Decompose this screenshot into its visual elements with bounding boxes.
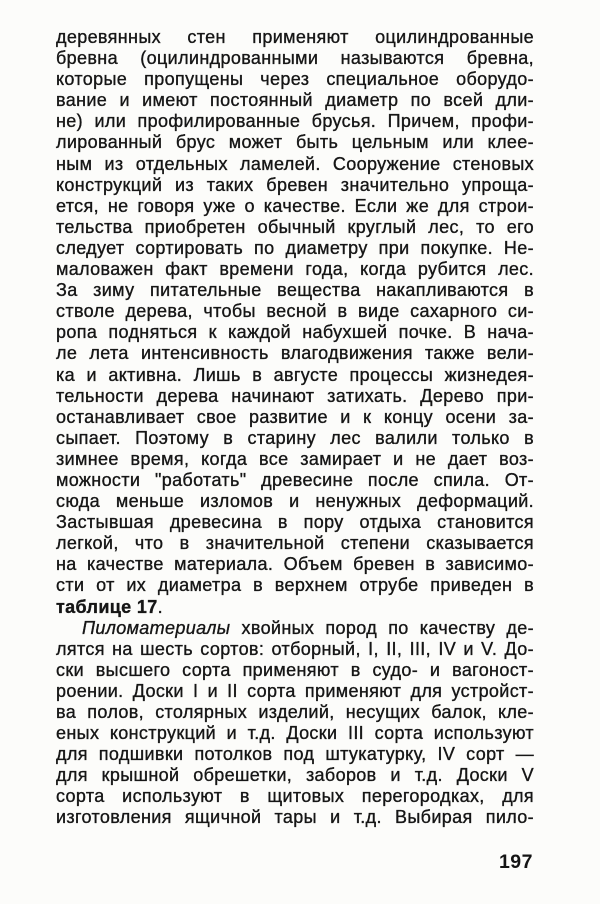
text-segment: еных конструкций и т.д. Доски III сорта используют (56, 723, 534, 744)
text-segment: вание и имеют постоянный диаметр по всей дли- (56, 90, 534, 111)
text-line (56, 175, 534, 196)
text-segment: для подшивки потолков под штукатурку, IV сорт — (56, 744, 534, 765)
text-line (56, 259, 534, 280)
text-segment: маловажен факт времени года, когда рубится лес. (56, 259, 534, 280)
text-segment: ется, не говоря уже о качестве. Если же для строи- (56, 195, 534, 216)
text-line (56, 407, 534, 428)
text-line (56, 723, 534, 744)
text-segment: ски высшего сорта применяют в судо- и вагоност- (56, 659, 534, 680)
text-line (56, 491, 534, 512)
text-line (56, 69, 534, 90)
text-line (56, 470, 534, 491)
page-number: 197 (498, 851, 533, 873)
text-line (56, 280, 534, 301)
text-line (56, 365, 534, 386)
text-line (56, 90, 534, 111)
text-segment: ропа подняться к каждой набухшей почке. В нача- (56, 322, 534, 343)
text-line (56, 27, 534, 48)
text-segment: легкой, что в значительной степени сказывается (56, 533, 534, 554)
text-line (56, 639, 534, 660)
text-segment: которые пропущены через специальное оборудо- (56, 69, 534, 90)
text-line (56, 681, 534, 702)
text-line (56, 765, 534, 786)
text-segment: За зиму питательные вещества накапливаются в (56, 280, 534, 301)
text-segment: сти от их диаметра в верхнем отрубе приведен в (56, 575, 534, 596)
text-line (56, 111, 534, 132)
text-line (56, 597, 534, 618)
text-segment: ле лета интенсивность влагодвижения также вели- (56, 343, 534, 364)
text-segment: бревна (оцилиндрованными называются бревна, (56, 48, 534, 69)
text-segment: хвойных пород по качеству де- (230, 617, 534, 638)
text-line (56, 301, 534, 322)
text-line (56, 618, 534, 639)
text-segment: Пиломатериалы (82, 617, 231, 638)
text-segment: изготовления ящичной тары и т.д. Выбирая пило- (56, 807, 534, 828)
text-line (56, 386, 534, 407)
text-segment: конструкций из таких бревен значительно упроща- (56, 174, 534, 195)
text-segment: роении. Доски I и II сорта применяют для устройст- (56, 680, 534, 701)
text-line (56, 660, 534, 681)
text-line (56, 744, 534, 765)
text-line (56, 807, 534, 828)
text-line (56, 154, 534, 175)
text-line (56, 322, 534, 343)
text-segment: лированный брус может быть цельным или клее- (56, 132, 534, 153)
text-line (56, 343, 534, 364)
text-line (56, 48, 534, 69)
text-segment: . (157, 596, 163, 617)
text-segment: не) или профилированные брусья. Причем, профи- (56, 111, 534, 132)
text-segment: ным из отдельных ламелей. Сооружение стеновых (56, 153, 534, 174)
text-segment: можности "работать" древесине после спила. От- (56, 469, 534, 490)
text-segment: ка и активна. Лишь в августе процессы жизнедея- (56, 364, 534, 385)
text-segment: тельства приобретен обычный круглый лес, то его (56, 216, 534, 237)
text-segment: лятся на шесть сортов: отборный, I, II, III, IV и V. До- (56, 638, 534, 659)
text-segment: сорта используют в щитовых перегородках, для (56, 786, 534, 807)
body-text (56, 27, 534, 829)
text-segment: тельности дерева начинают затихать. Дерево при- (56, 385, 534, 406)
text-line (56, 428, 534, 449)
text-line (56, 238, 534, 259)
text-segment: следует сортировать по диаметру при покупке. Не- (56, 237, 534, 258)
text-line (56, 575, 534, 596)
text-segment: стволе дерева, чтобы весной в виде сахарного си- (56, 301, 534, 322)
text-segment: сыпает. Поэтому в старину лес валили только в (56, 427, 534, 448)
text-segment: останавливает свое развитие и к концу осени за- (56, 406, 534, 427)
text-line (56, 533, 534, 554)
text-line (56, 449, 534, 470)
text-segment: для крышной обрешетки, заборов и т.д. Доски V (56, 765, 534, 786)
text-segment: зимнее время, когда все замирает и не дает воз- (56, 448, 534, 469)
text-line (56, 512, 534, 533)
text-segment: ва полов, столярных изделий, несущих балок, кле- (56, 702, 534, 722)
text-segment: таблице 17 (56, 596, 158, 617)
text-segment: на качестве материала. Объем бревен в зависимо- (56, 554, 534, 575)
text-line (56, 786, 534, 807)
text-line (56, 554, 534, 575)
text-line (56, 217, 534, 238)
text-line (56, 196, 534, 217)
text-segment: деревянных стен применяют оцилиндрованные (56, 27, 534, 47)
text-line (56, 132, 534, 153)
text-line (56, 702, 534, 723)
text-segment: Застывшая древесина в пору отдыха становится (56, 512, 534, 533)
text-segment: сюда меньше изломов и ненужных деформаций. (56, 491, 534, 512)
